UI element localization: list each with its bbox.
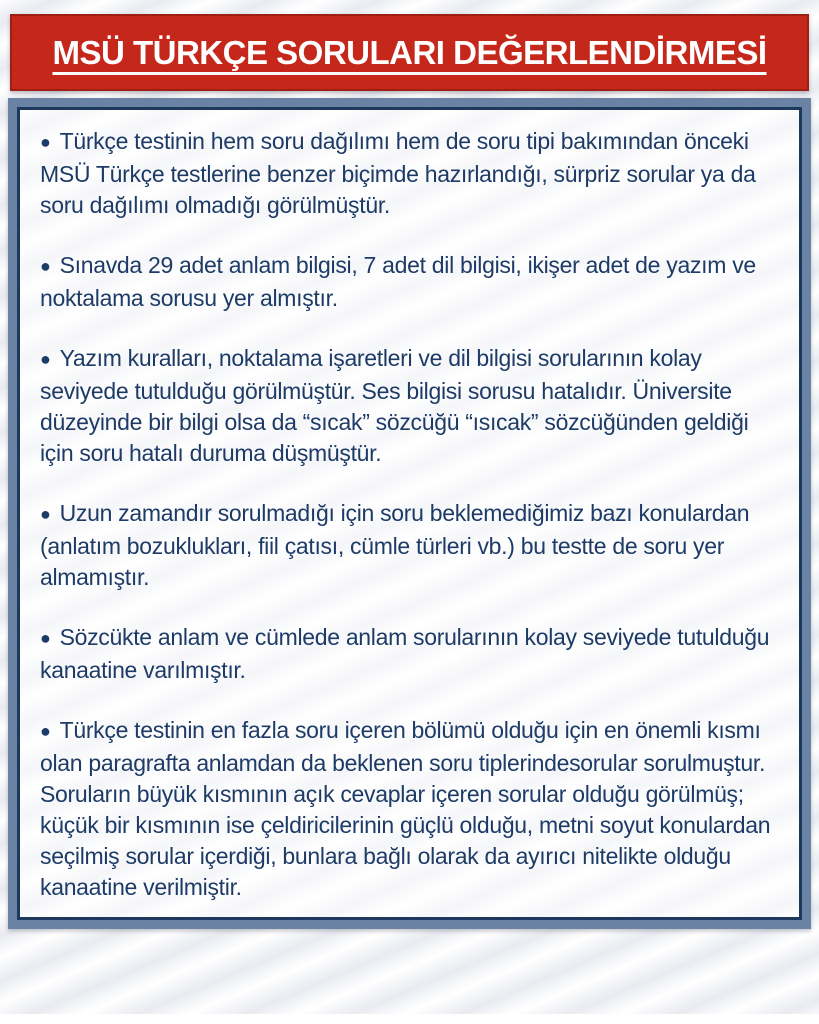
header-banner — [10, 14, 809, 91]
bullet-text: Uzun zamandır sorulmadığı için soru beklemediğimiz bazı konulardan (anlatım bozuklukları, fiil çatısı, cümle türleri vb.) bu testte de soru yer almamıştır. — [40, 500, 750, 590]
bullet-icon: ● — [40, 349, 51, 369]
list-item — [40, 498, 779, 593]
bullet-text: Yazım kuralları, noktalama işaretleri ve dil bilgisi sorularının kolay seviyede tutulduğu görülmüştür. Ses bilgisi sorusu hatalıdır. Üniversite düzeyinde bir bilgi olsa da “sıcak” sözcüğü “ısıcak” sözcüğünden geldiği için soru hatalı duruma düşmüştür. — [40, 345, 749, 466]
bullet-text: Sözcükte anlam ve cümlede anlam sorularının kolay seviyede tutulduğu kanaatine varılmıştır. — [40, 624, 770, 683]
list-item — [40, 622, 779, 686]
bullet-text: Türkçe testinin hem soru dağılımı hem de soru tipi bakımından önceki MSÜ Türkçe testlerine benzer biçimde hazırlandığı, sürpriz sorular ya da soru dağılımı olmadığı görülmüştür. — [40, 128, 756, 218]
list-item — [40, 126, 779, 221]
bullet-text: Sınavda 29 adet anlam bilgisi, 7 adet dil bilgisi, ikişer adet de yazım ve noktalama sorusu yer almıştır. — [40, 252, 756, 311]
evaluation-box-inner — [17, 107, 802, 920]
bullet-icon: ● — [40, 721, 51, 741]
list-item — [40, 250, 779, 314]
list-item — [40, 715, 779, 903]
evaluation-box — [8, 98, 811, 929]
bullet-icon: ● — [40, 132, 51, 152]
bullet-text: Türkçe testinin en fazla soru içeren bölümü olduğu için en önemli kısmı olan paragrafta anlamdan da beklenen soru tiplerindesorular sorulmuştur. Soruların büyük kısmının açık cevaplar içeren sorular olduğu görülmüş; küçük bir kısmının ise çeldiricilerinin güçlü olduğu, metni soyut konulardan seçilmiş sorular içerdiği, bunlara bağlı olarak da ayırıcı nitelikte olduğu kanaatine verilmiştir. — [40, 717, 771, 900]
bullet-icon: ● — [40, 256, 51, 276]
list-item — [40, 343, 779, 469]
bullet-icon: ● — [40, 628, 51, 648]
bullet-icon: ● — [40, 504, 51, 524]
page-title: MSÜ TÜRKÇE SORULARI DEĞERLENDİRMESİ — [52, 33, 767, 71]
